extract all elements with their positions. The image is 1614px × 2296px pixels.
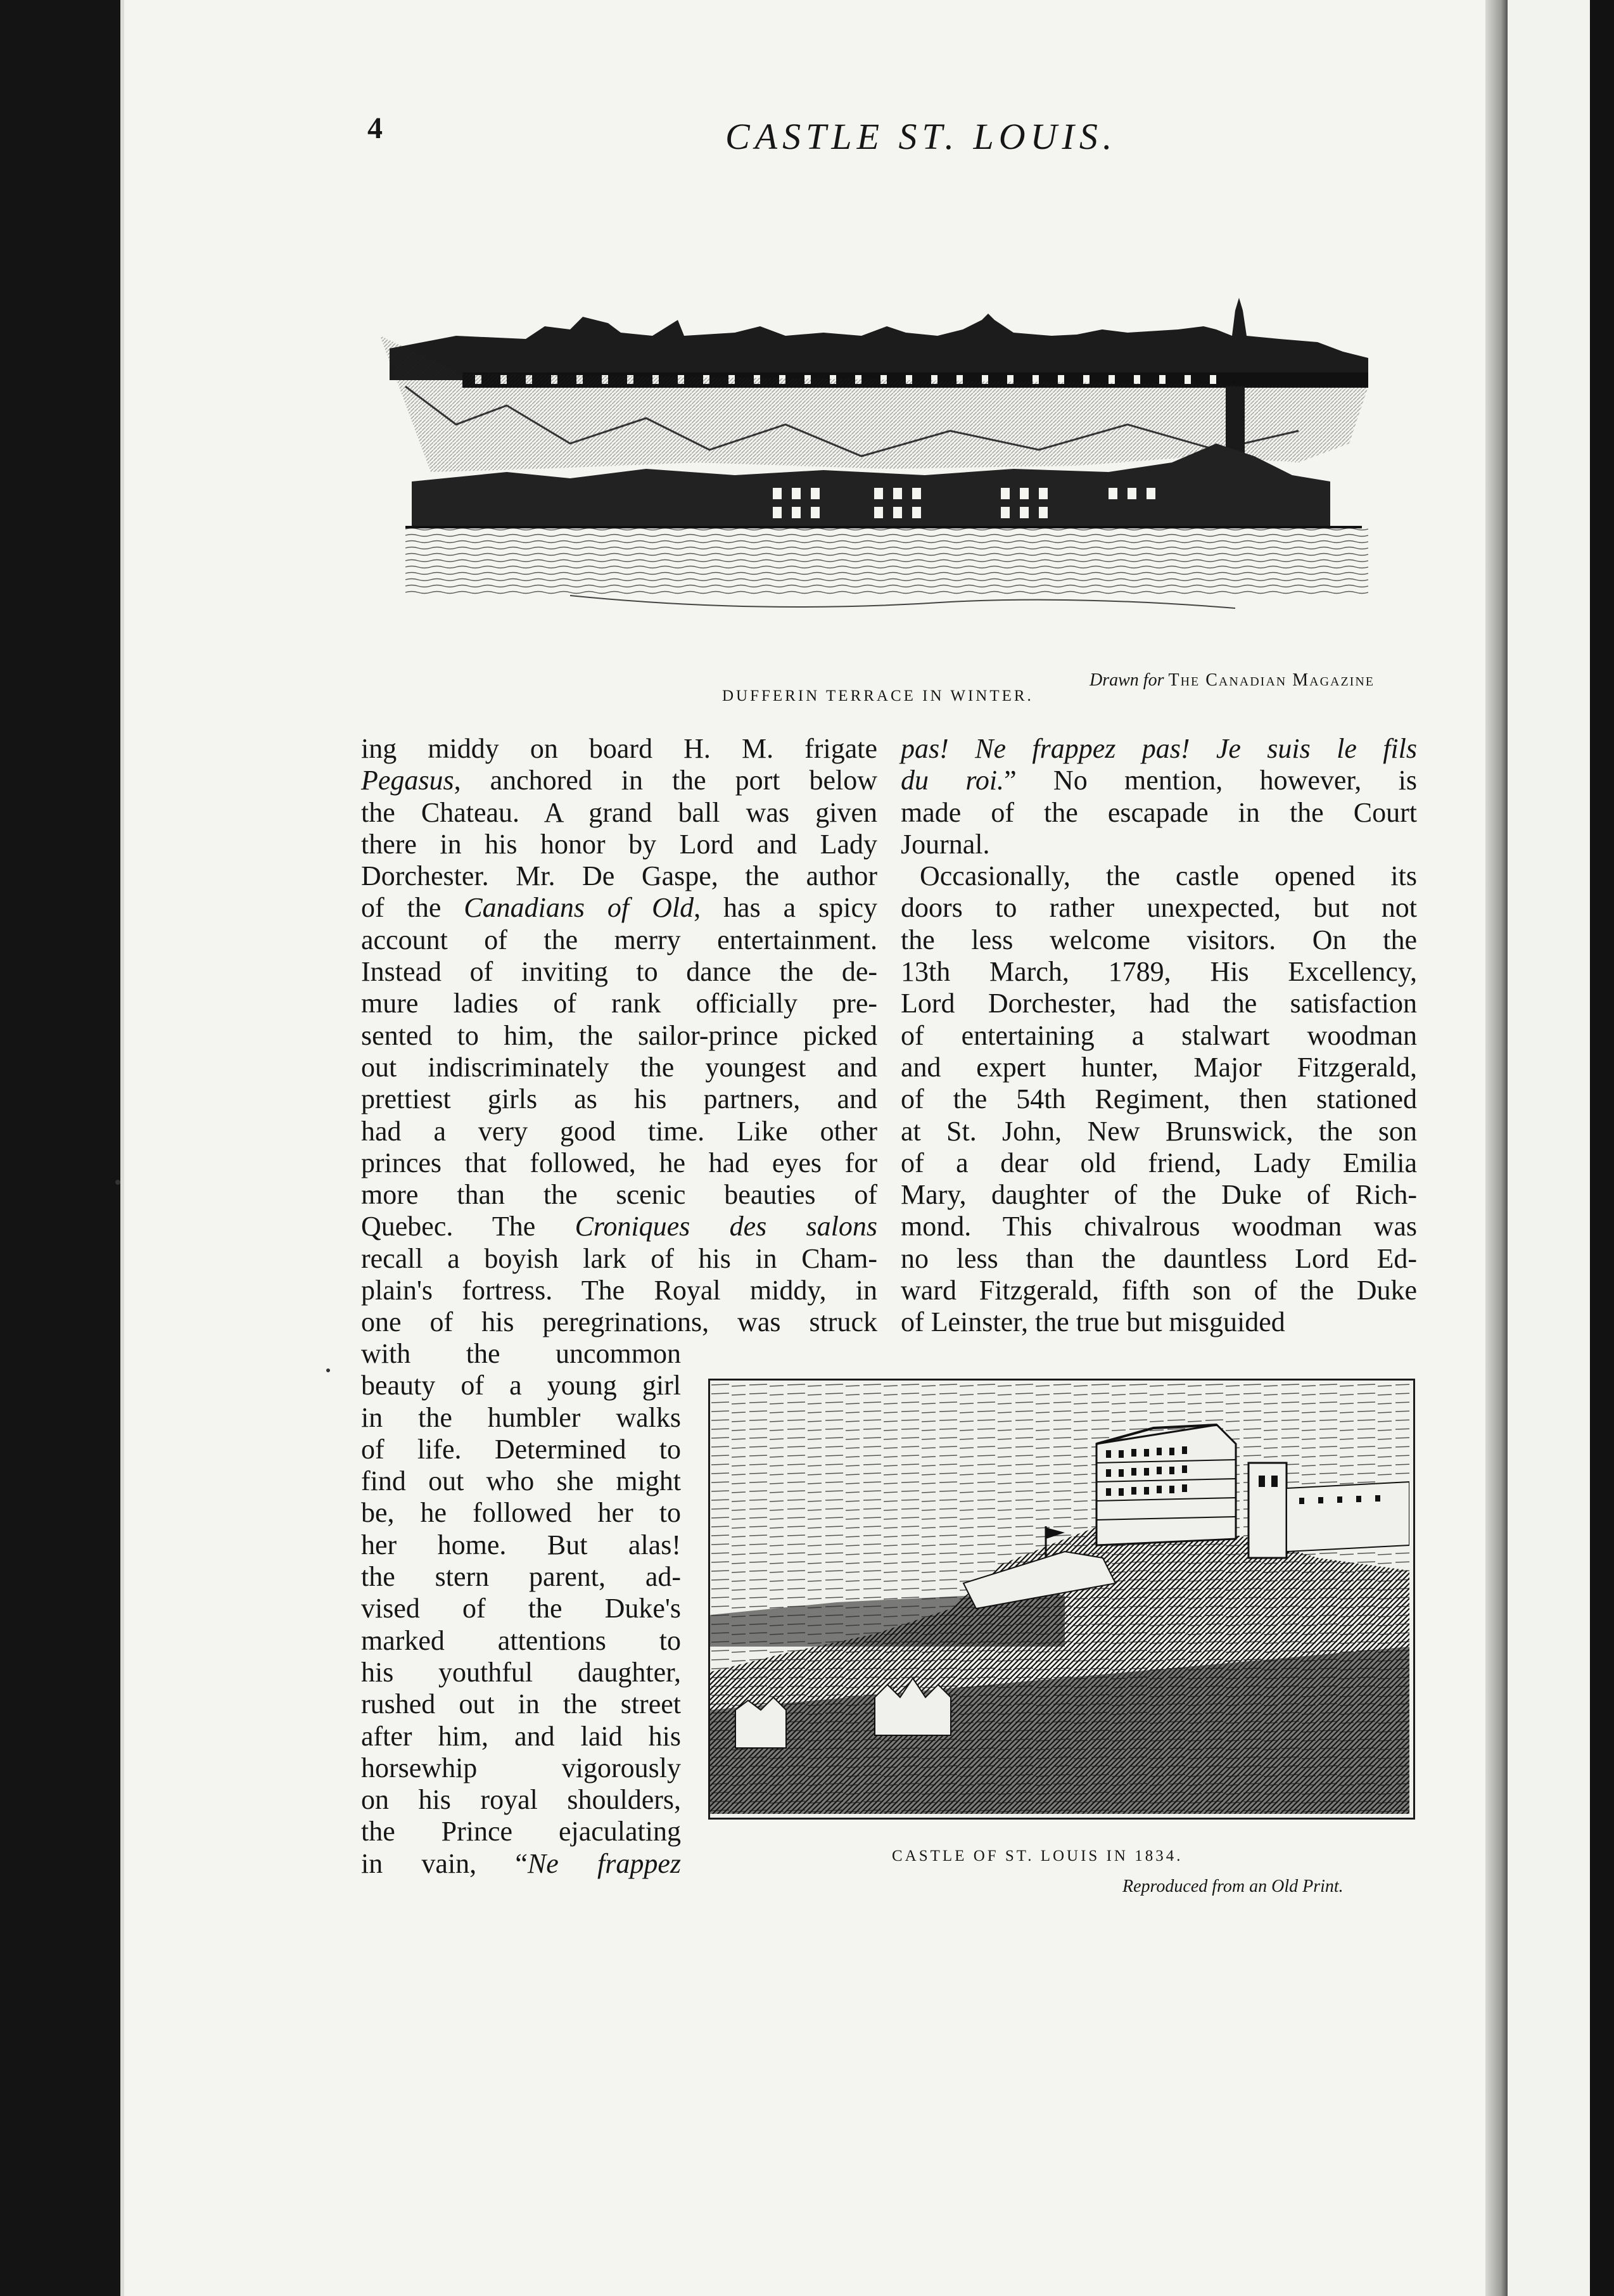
figure-credit-castle: Reproduced from an Old Print.	[1122, 1877, 1344, 1896]
text-line: of a dear old friend, Lady Emilia	[901, 1147, 1417, 1178]
text-line: ing middy on board H. M. frigate	[361, 733, 877, 764]
text-column-left-narrow	[361, 1338, 681, 1880]
text-line: of entertaining a stalwart woodman	[901, 1019, 1417, 1051]
text-column-right	[901, 733, 1417, 1339]
text-line: find out who she might	[361, 1465, 681, 1497]
text-line: ward Fitzgerald, fifth son of the Duke	[901, 1275, 1417, 1306]
text-line: rushed out in the street	[361, 1688, 681, 1720]
text-column-left	[361, 733, 877, 1339]
text-line: no less than the dauntless Lord Ed-	[901, 1242, 1417, 1274]
scan-border-right	[1590, 0, 1614, 2296]
text-line: plain's fortress. The Royal middy, in	[361, 1275, 877, 1306]
text-line: beauty of a young girl	[361, 1370, 681, 1401]
text-line: more than the scenic beauties of	[361, 1179, 877, 1211]
text-line: made of the escapade in the Court	[901, 796, 1417, 828]
scan-speck	[115, 1180, 120, 1185]
text-line: in the humbler walks	[361, 1401, 681, 1433]
illustration-castle-st-louis	[708, 1379, 1415, 1820]
text-line: Journal.	[901, 828, 990, 860]
text-line: vised of the Duke's	[361, 1593, 681, 1624]
text-line: the less welcome visitors. On the	[901, 924, 1417, 955]
text-line: the stern parent, ad-	[361, 1561, 681, 1593]
text-line: doors to rather unexpected, but not	[901, 892, 1417, 924]
text-line: prettiest girls as his partners, and	[361, 1083, 877, 1115]
text-line: after him, and laid his	[361, 1720, 681, 1752]
text-line: horsewhip vigorously	[361, 1752, 681, 1783]
text-line: mond. This chivalrous woodman was	[901, 1211, 1417, 1242]
text-line: with the uncommon	[361, 1338, 681, 1369]
text-line: Pegasus, anchored in the port below	[361, 765, 877, 796]
credit-prefix: Drawn for	[1090, 670, 1164, 690]
text-line: princes that followed, he had eyes for	[361, 1147, 877, 1178]
text-line: of the Canadians of Old, has a spicy	[361, 892, 878, 924]
text-line: of life. Determined to	[361, 1433, 681, 1465]
text-line: recall a boyish lark of his in Cham-	[361, 1242, 877, 1274]
figure-caption-castle: CASTLE OF ST. LOUIS IN 1834.	[892, 1847, 1183, 1865]
scan-speck	[326, 1368, 330, 1372]
text-line: 13th March, 1789, His Excellency,	[901, 956, 1417, 988]
text-line: at St. John, New Brunswick, the son	[901, 1115, 1417, 1147]
running-head: CASTLE ST. LOUIS.	[725, 116, 1117, 157]
text-line: there in his honor by Lord and Lady	[361, 828, 877, 860]
credit-publication: The Canadian Magazine	[1168, 670, 1375, 690]
text-line: out indiscriminately the youngest and	[361, 1051, 877, 1083]
text-line: on his royal shoulders,	[361, 1784, 681, 1816]
text-line: of Leinster, the true but misguided	[901, 1306, 1285, 1338]
text-line: of the 54th Regiment, then stationed	[901, 1083, 1417, 1115]
text-line: be, he followed her to	[361, 1497, 681, 1529]
text-line: Lord Dorchester, had the satisfaction	[901, 988, 1417, 1019]
text-line: du roi.” No mention, however, is	[901, 765, 1417, 796]
castle-st-louis-engraving	[710, 1381, 1409, 1814]
text-line: Occasionally, the castle opened its	[920, 860, 1417, 892]
text-line: her home. But alas!	[361, 1529, 681, 1560]
text-line: account of the merry entertainment.	[361, 924, 877, 955]
text-line: in vain, “Ne frappez	[361, 1847, 681, 1879]
figure-caption-dufferin: DUFFERIN TERRACE IN WINTER.	[722, 687, 1034, 705]
scan-border-left	[0, 0, 120, 2296]
text-line: Dorchester. Mr. De Gaspe, the author	[361, 860, 877, 892]
text-line: Instead of inviting to dance the de-	[361, 956, 877, 988]
text-line: mure ladies of rank officially pre-	[361, 988, 877, 1019]
text-line: one of his peregrinations, was struck	[361, 1306, 877, 1338]
text-line: the Chateau. A grand ball was given	[361, 796, 877, 828]
text-line: his youthful daughter,	[361, 1656, 681, 1688]
text-line: pas! Ne frappez pas! Je suis le fils	[901, 733, 1417, 764]
text-line: had a very good time. Like other	[361, 1115, 877, 1147]
text-line: Quebec. The Croniques des salons	[361, 1211, 877, 1242]
page-gutter-shadow	[1485, 0, 1508, 2296]
text-line: Mary, daughter of the Duke of Rich-	[901, 1179, 1417, 1211]
dufferin-terrace-engraving	[380, 298, 1387, 653]
text-line: sented to him, the sailor-prince picked	[361, 1019, 877, 1051]
adjacent-page-edge	[1508, 0, 1614, 2296]
figure-credit-dufferin	[1090, 670, 1375, 691]
illustration-dufferin-terrace	[380, 298, 1387, 653]
text-line: and expert hunter, Major Fitzgerald,	[901, 1051, 1417, 1083]
text-line: marked attentions to	[361, 1624, 681, 1656]
text-line: the Prince ejaculating	[361, 1816, 681, 1847]
page-number: 4	[367, 112, 383, 145]
